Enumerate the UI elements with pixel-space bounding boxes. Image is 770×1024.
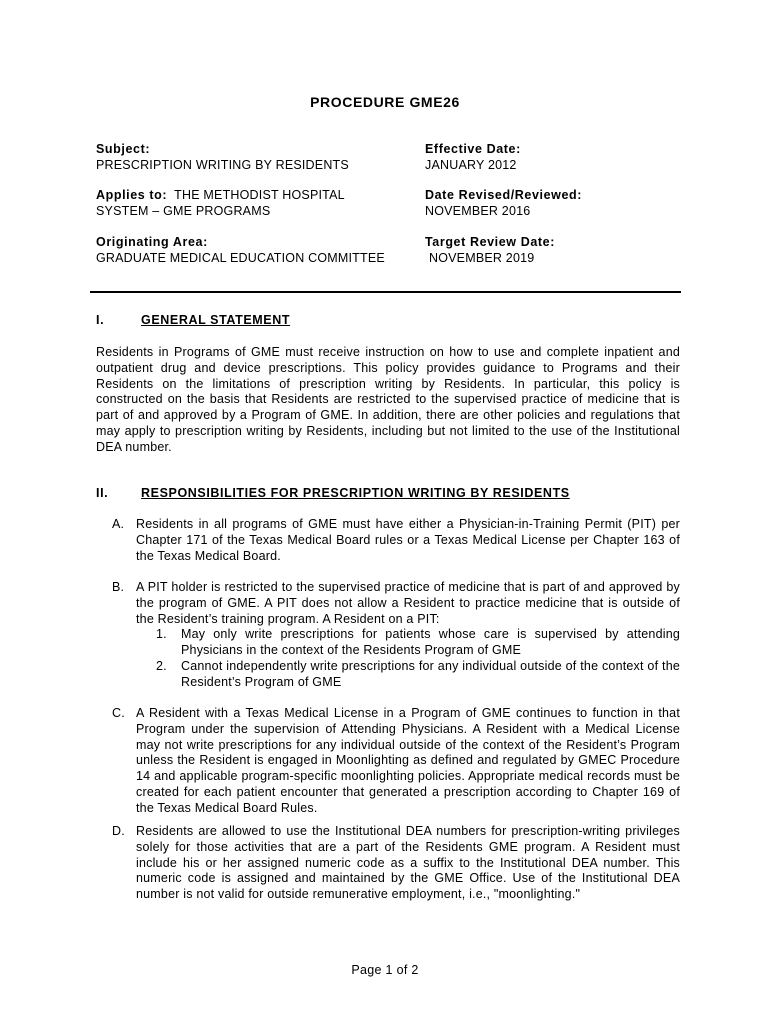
originating-area-value: GRADUATE MEDICAL EDUCATION COMMITTEE (96, 251, 385, 265)
section-2-number: II. (96, 486, 109, 500)
divider (90, 291, 681, 293)
subject-block (96, 141, 406, 173)
list-item-b (112, 580, 680, 691)
sub-item-1 (156, 627, 680, 659)
section-1-title: GENERAL STATEMENT (141, 313, 291, 327)
item-c-text: A Resident with a Texas Medical License in a Program of GME continues to function in that Program under the supervision of Attending Physicians. A Resident with a Medical License may not write prescriptions for any individual outside of the context of the Resident’s Program unless the Resident is engaged in Moonlighting as defined and regulated by GMEC Procedure 14 and applicable program-specific moonlighting policies. Appropriate medical records must be created for each patient encounter that generated a prescription according to Chapter 169 of the Texas Medical Board Rules. (136, 706, 680, 815)
item-d-letter: D. (112, 824, 125, 838)
originating-area-label: Originating Area: (96, 235, 208, 249)
date-revised-value: NOVEMBER 2016 (425, 204, 531, 218)
effective-date-label: Effective Date: (425, 142, 521, 156)
date-revised-label: Date Revised/Reviewed: (425, 188, 583, 202)
section-2-title: RESPONSIBILITIES FOR PRESCRIPTION WRITING BY RESIDENTS (141, 486, 570, 500)
applies-to-block (96, 187, 406, 219)
effective-date-value: JANUARY 2012 (425, 158, 517, 172)
sub-item-1-text: May only write prescriptions for patients whose care is supervised by attending Physicians in the context of the Residents Program of GME (181, 627, 680, 658)
list-item-d (112, 824, 680, 903)
page-number: Page 1 of 2 (351, 963, 419, 977)
list-item-c (112, 706, 680, 817)
section-1-number: I. (96, 313, 105, 327)
sub-item-2-text: Cannot independently write prescriptions for any individual outside of the context of the Resident’s Program of GME (181, 658, 680, 689)
page-title: PROCEDURE GME26 (310, 94, 460, 110)
date-revised-block (425, 187, 725, 219)
item-b-text: A PIT holder is restricted to the supervised practice of medicine that is part of and approved by the program of GME. A PIT does not allow a Resident to practice medicine that is outside of the Resident’s training program. A Resident on a PIT: (136, 580, 680, 626)
applies-to-value-line1: THE METHODIST HOSPITAL (174, 188, 345, 202)
subject-label: Subject: (96, 142, 151, 156)
item-c-letter: C. (112, 706, 125, 720)
applies-to-value-line2: SYSTEM – GME PROGRAMS (96, 204, 271, 218)
list-item-a (112, 517, 680, 564)
item-b-letter: B. (112, 580, 125, 594)
sub-item-2 (156, 659, 680, 691)
item-a-text: Residents in all programs of GME must have either a Physician-in-Training Permit (PIT) per Chapter 171 of the Texas Medical Board rules or a Texas Medical License per Chapter 163 of the Texas Medical Board. (136, 517, 680, 563)
sub-item-1-number: 1. (156, 627, 167, 642)
sub-item-2-number: 2. (156, 658, 167, 673)
item-d-text: Residents are allowed to use the Institutional DEA numbers for prescription-writing privileges solely for those activities that are a part of the Residents GME program. A Resident must include his or her assigned numeric code as a suffix to the Institutional DEA number. This numeric code is assigned and maintained by the GME Office. Use of the Institutional DEA number is not valid for outside remunerative employment, i.e., "moonlighting." (136, 824, 680, 902)
applies-to-label: Applies to: (96, 188, 168, 202)
target-review-block (425, 234, 725, 266)
item-a-letter: A. (112, 517, 125, 531)
target-review-value: NOVEMBER 2019 (429, 251, 535, 265)
originating-area-block (96, 234, 406, 266)
general-statement-text: Residents in Programs of GME must receive instruction on how to use and complete inpatient and outpatient drug and device prescriptions. This policy provides guidance to Programs and their Residents on the limitations of prescription writing by Residents. In particular, this policy is constructed on the basis that Residents are restricted to the supervised practice of medicine that is part of and approved by a Program of GME. In addition, there are other policies and regulations that may apply to prescription writing by Residents, including but not limited to the use of the Institutional DEA number. (96, 345, 680, 454)
subject-value: PRESCRIPTION WRITING BY RESIDENTS (96, 158, 349, 172)
target-review-label: Target Review Date: (425, 235, 555, 249)
effective-date-block (425, 141, 725, 173)
